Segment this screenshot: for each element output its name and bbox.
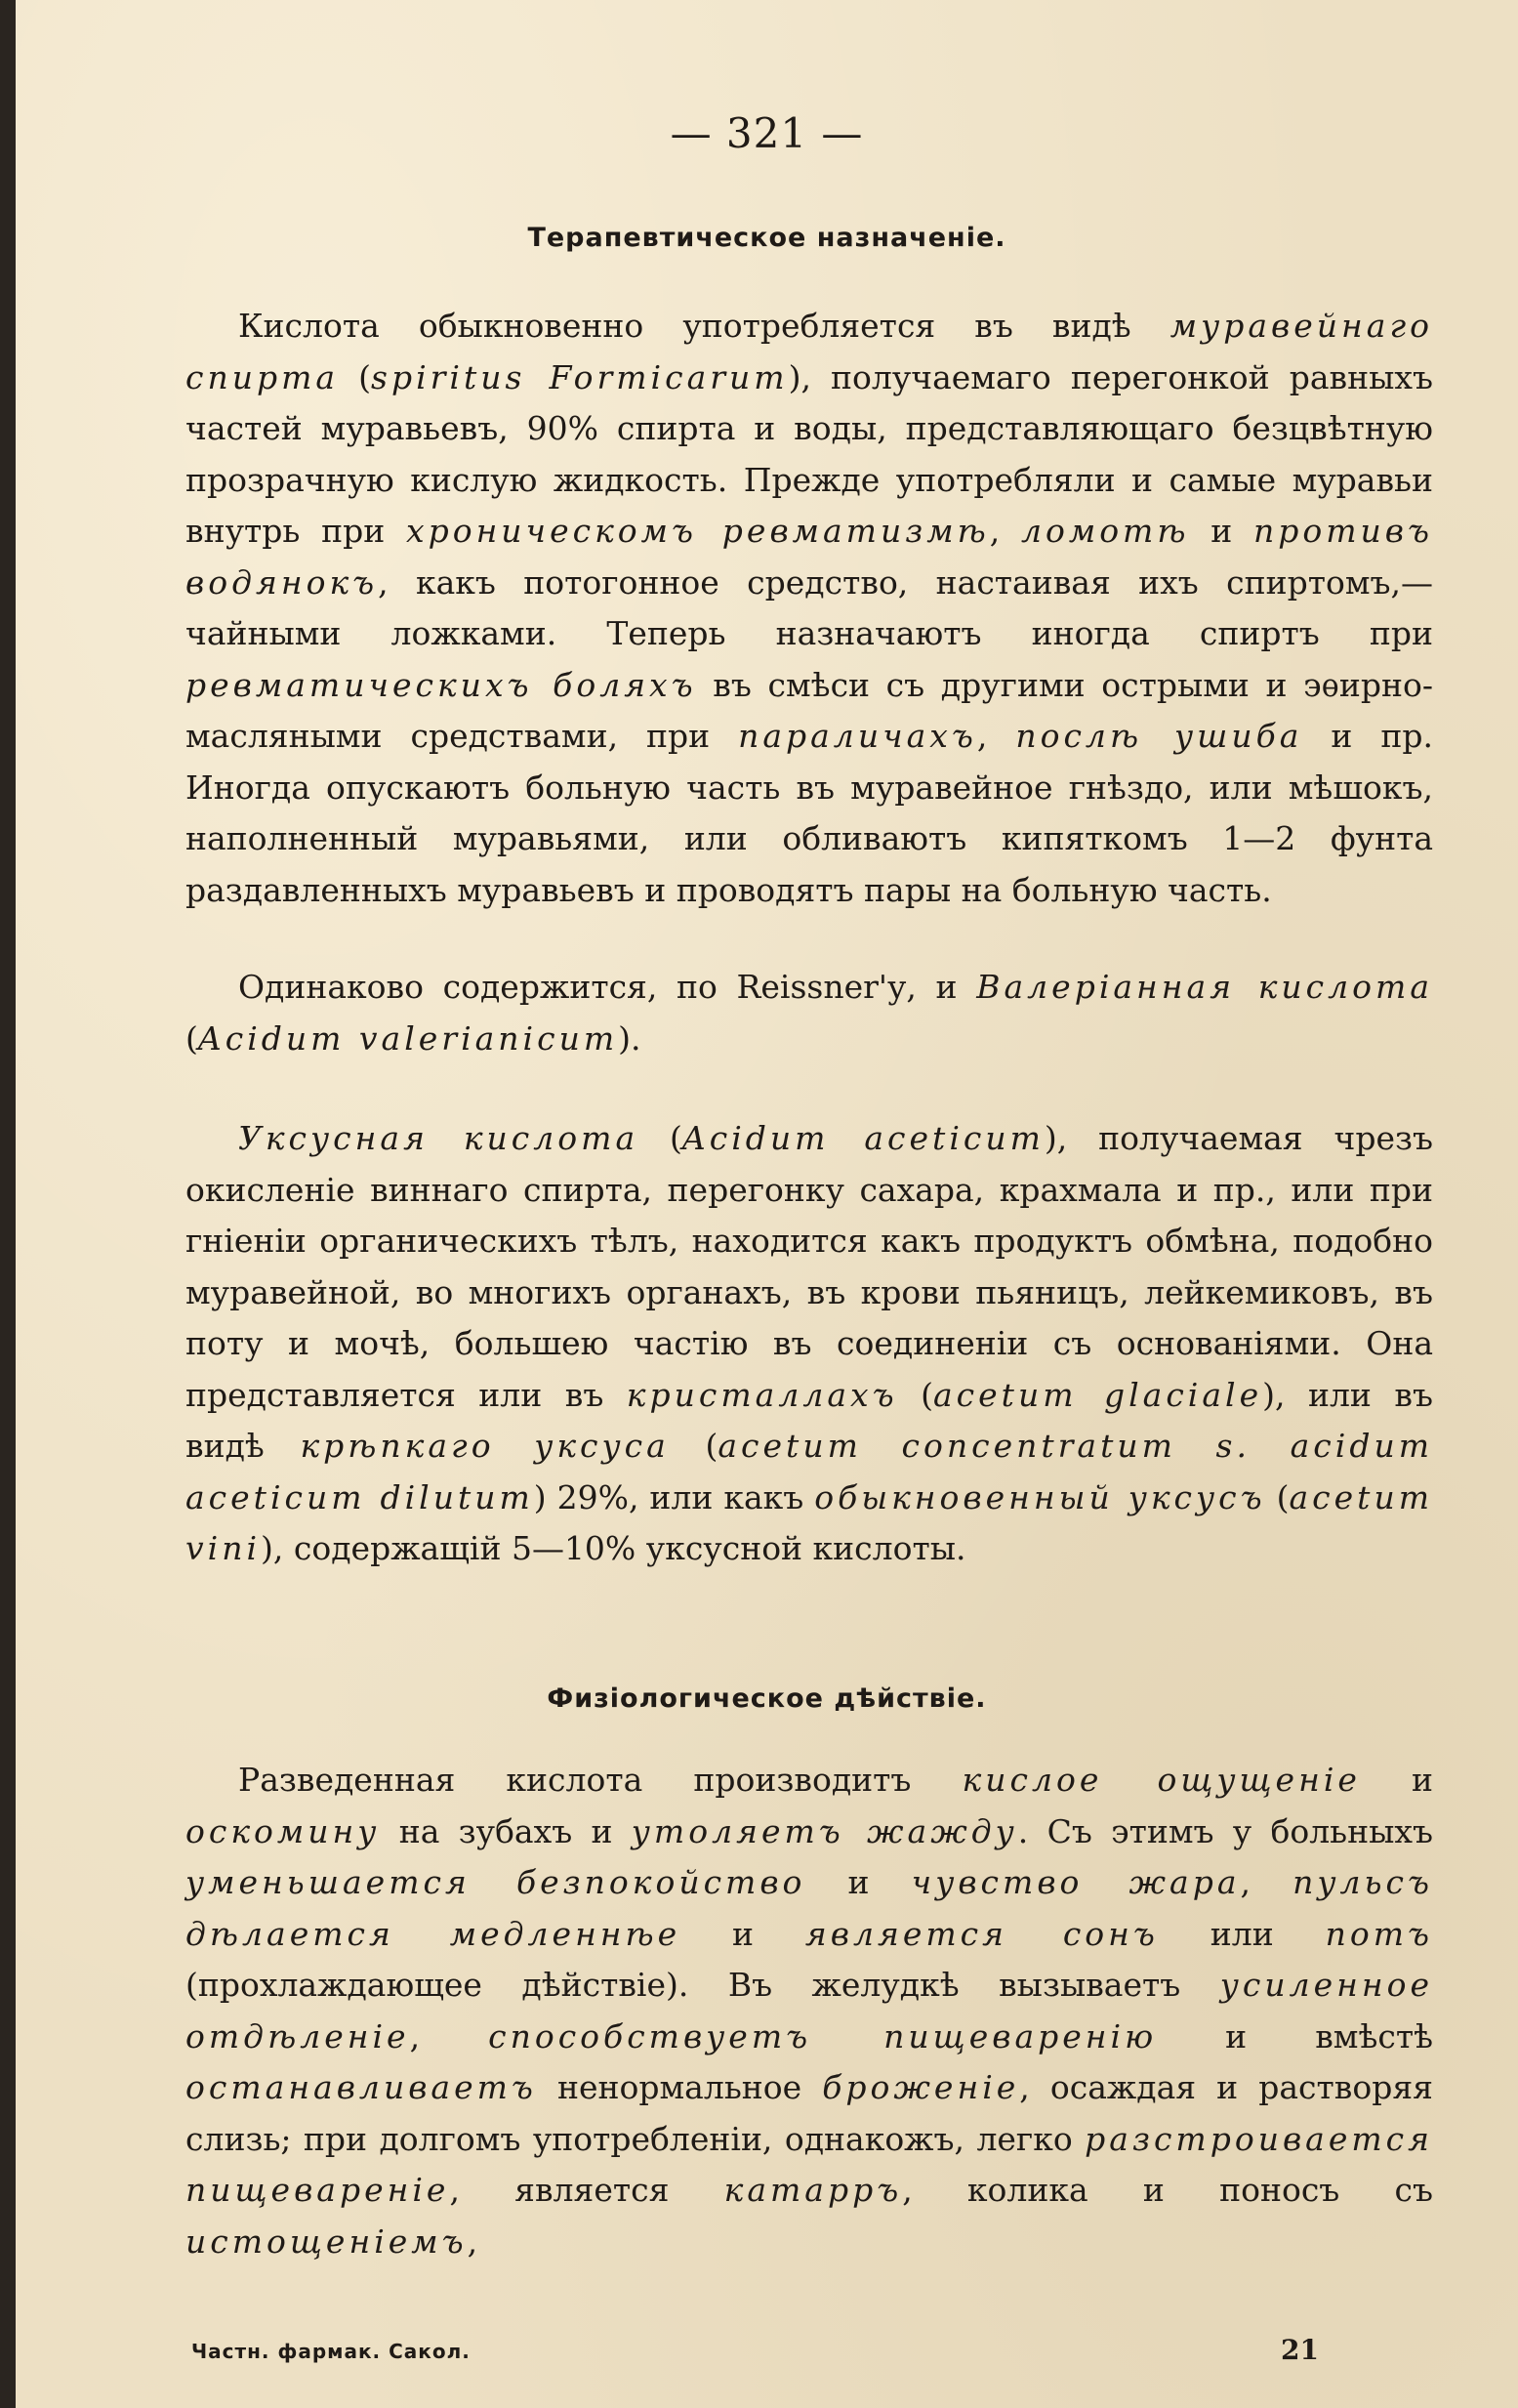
paragraph-acetic-acid — [185, 1113, 1433, 1575]
body-text: ). — [618, 1018, 641, 1058]
emphasized-text: послѣ ушиба — [1015, 717, 1303, 755]
body-text: , осаждая и растворяя слизь; при долгомъ употребленіи, однакожъ, легко — [185, 2068, 1433, 2158]
emphasized-text: оскомину — [185, 1811, 381, 1850]
book-page — [16, 0, 1518, 2408]
body-text: ( — [339, 357, 372, 396]
paragraph-formic-spirit — [185, 301, 1433, 916]
emphasized-text: кристаллахъ — [626, 1375, 898, 1414]
body-text: ), или въ видѣ — [185, 1375, 1433, 1465]
emphasized-text: утоляетъ жажду — [631, 1811, 1018, 1850]
emphasized-text: ревматическихъ боляхъ — [185, 665, 697, 704]
body-text: ) 29%, или какъ — [533, 1477, 815, 1516]
body-text: и — [1360, 1761, 1434, 1799]
emphasized-text: хроническомъ ревматизмѣ — [405, 512, 990, 550]
body-text: , колика и поносъ съ — [902, 2171, 1433, 2209]
body-text: ( — [669, 1427, 718, 1465]
body-text: и вмѣстѣ — [1157, 2016, 1433, 2055]
body-text: Одинаково содержится, по Reissner'у, и — [238, 968, 977, 1006]
emphasized-text: пульсъ дѣлается медленнѣе — [185, 1863, 1433, 1953]
body-text: и — [680, 1914, 805, 1953]
body-text: ( — [897, 1375, 933, 1414]
section-heading-physiological: Физіологическое дѣйствіе. — [547, 1683, 987, 1714]
body-text: Кислота обыкновенно употребляется въ видѣ — [238, 307, 1170, 345]
emphasized-text: параличахъ — [738, 717, 977, 755]
body-text: и — [1189, 512, 1253, 550]
footer-sheet-number: 21 — [1281, 2334, 1319, 2366]
body-text: , — [1240, 1863, 1293, 1901]
body-text: , является — [449, 2171, 724, 2209]
body-text: ), получаемаго перегонкой равныхъ частей муравьевъ, 90% спирта и воды, представляющаго безцвѣтную прозрачную кислую жидкость. Прежде употребляли и самые муравьи внутрь при — [185, 357, 1433, 550]
emphasized-text: броженіе — [822, 2068, 1020, 2106]
body-text: на зубахъ и — [380, 1811, 632, 1850]
body-text: , — [467, 2221, 478, 2261]
paragraph-valerian-acid — [185, 962, 1433, 1064]
body-text: и — [805, 1863, 912, 1901]
emphasized-text: кислое ощущеніе — [962, 1761, 1361, 1799]
body-text: . Съ этимъ у больныхъ — [1017, 1811, 1433, 1850]
emphasized-text: Acidum valerianicum — [197, 1018, 619, 1058]
body-text: , — [989, 512, 1021, 550]
emphasized-text: истощеніемъ — [185, 2221, 468, 2261]
body-text: ), содержащій 5—10% уксусной кислоты. — [261, 1529, 966, 1567]
emphasized-text: обыкновенный уксусъ — [814, 1477, 1266, 1516]
emphasized-text: Acidum aceticum — [681, 1119, 1045, 1157]
emphasized-text: способствуетъ пищеваренію — [488, 2016, 1158, 2055]
body-text: ( — [185, 1018, 198, 1058]
emphasized-text: Уксусная кислота — [238, 1119, 639, 1157]
body-text: въ смѣси съ другими острыми и эѳирно-масляными средствами, при — [185, 665, 1434, 755]
emphasized-text: муравейнаго спирта — [185, 307, 1433, 396]
emphasized-text: чувство жара — [911, 1863, 1241, 1901]
emphasized-text: потъ — [1325, 1914, 1433, 1953]
emphasized-text: является сонъ — [804, 1914, 1159, 1953]
body-text: или — [1158, 1914, 1326, 1953]
emphasized-text: acetum glaciale — [933, 1375, 1263, 1414]
body-text: ( — [638, 1119, 682, 1157]
body-text: ( — [1265, 1477, 1290, 1516]
body-text: , — [409, 2016, 489, 2055]
emphasized-text: катарръ — [723, 2171, 903, 2209]
page-number: — 321 — — [670, 109, 864, 157]
emphasized-text: противъ водянокъ — [185, 512, 1433, 602]
emphasized-text: spiritus Formicarum — [371, 357, 789, 396]
paragraph-physiological-action — [185, 1755, 1433, 2267]
emphasized-text: уменьшается безпокойство — [185, 1863, 806, 1901]
emphasized-text: разстроивается пищевареніе — [185, 2119, 1433, 2209]
emphasized-text: ломотѣ — [1020, 512, 1190, 550]
footer-signature: Частн. фармак. Сакол. — [191, 2340, 471, 2363]
emphasized-text: Валеріанная кислота — [976, 968, 1434, 1006]
body-text: , — [976, 717, 1016, 755]
body-text: и пр. Иногда опускаютъ больную часть въ муравейное гнѣздо, или мѣшокъ, наполненный муравьями, или обливаютъ кипяткомъ 1—2 фунта раздавленныхъ муравьевъ и проводятъ пары на больную часть. — [185, 717, 1433, 909]
emphasized-text: acetum concentratum s. acidum aceticum dilutum — [185, 1427, 1433, 1516]
emphasized-text: усиленное отдѣленіе — [185, 1966, 1433, 2055]
body-text: Разведенная кислота производитъ — [238, 1761, 963, 1799]
body-text: ненормальное — [536, 2068, 823, 2106]
body-text: (прохлаждающее дѣйствіе). Въ желудкѣ вызываетъ — [185, 1966, 1220, 2004]
emphasized-text: крѣпкаго уксуса — [300, 1427, 670, 1465]
emphasized-text: останавливаетъ — [185, 2068, 537, 2106]
body-text: ), получаемая чрезъ окисленіе виннаго спирта, перегонку сахара, крахмала и пр., или при гніеніи органическихъ тѣлъ, находится какъ продуктъ обмѣна, подобно муравейной, во многихъ органахъ, въ крови пьяницъ, лейкемиковъ, въ поту и мочѣ, большею частію въ соединеніи съ основаніями. Она представляется или въ — [185, 1119, 1433, 1414]
section-heading-therapeutic: Терапевтическое назначеніе. — [527, 223, 1006, 253]
emphasized-text: acetum vini — [185, 1477, 1433, 1567]
body-text: , какъ потогонное средство, настаивая ихъ спиртомъ,—чайными ложками. Теперь назначаютъ иногда спиртъ при — [185, 562, 1433, 652]
